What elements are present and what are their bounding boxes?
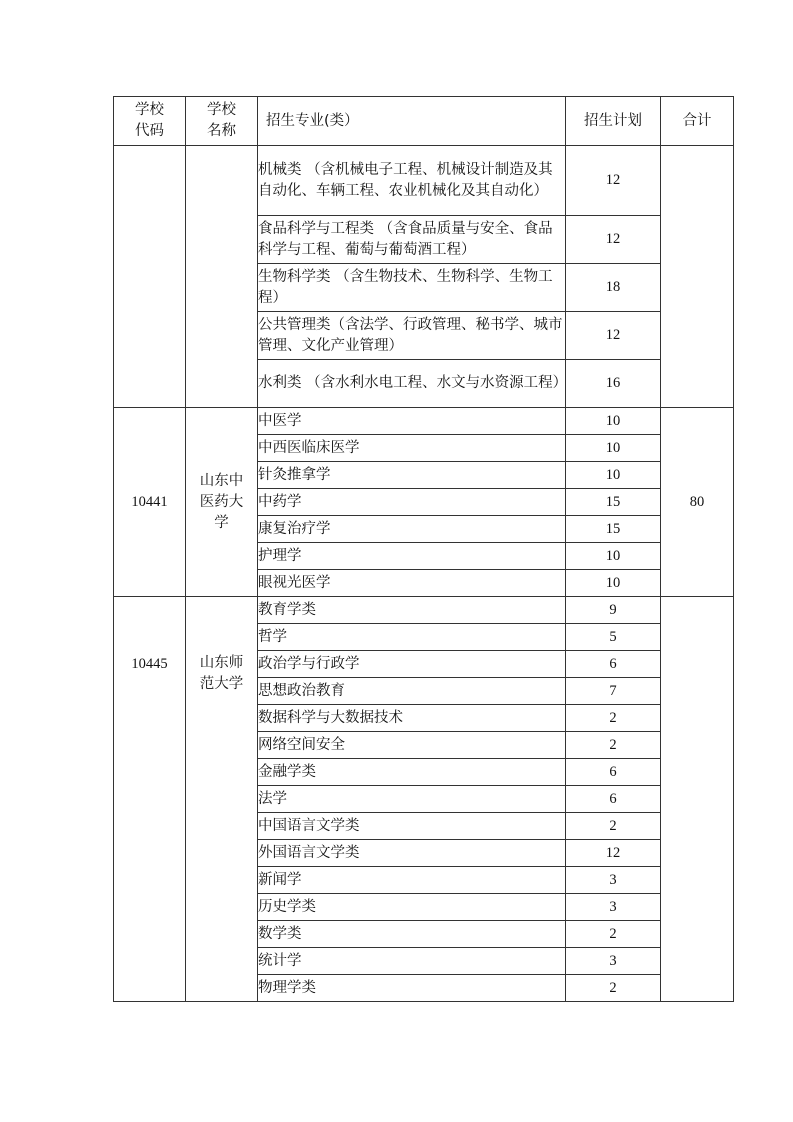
plan-cell: 2 [566,921,661,948]
header-row [114,97,734,146]
major-cell: 哲学 [258,624,566,651]
plan-cell: 9 [566,597,661,624]
major-cell: 政治学与行政学 [258,651,566,678]
total-cell [661,597,734,1002]
plan-cell: 10 [566,408,661,435]
major-cell: 法学 [258,786,566,813]
major-cell: 新闻学 [258,867,566,894]
major-cell: 机械类 （含机械电子工程、机械设计制造及其自动化、车辆工程、农业机械化及其自动化） [258,146,566,216]
major-cell: 眼视光医学 [258,570,566,597]
total-cell: 80 [661,408,734,597]
plan-cell: 15 [566,516,661,543]
total-cell [661,146,734,408]
enrollment-plan-table [113,96,734,1002]
major-cell: 思想政治教育 [258,678,566,705]
plan-cell: 15 [566,489,661,516]
header-major: 招生专业(类） [258,97,566,146]
table-row [114,408,734,435]
major-cell: 护理学 [258,543,566,570]
major-cell: 历史学类 [258,894,566,921]
school-name-cell: 山东中 医药大 学 [186,408,258,597]
school-code-cell: 10441 [114,408,186,597]
table-row [114,146,734,216]
plan-cell: 2 [566,732,661,759]
plan-cell: 5 [566,624,661,651]
major-cell: 公共管理类（含法学、行政管理、秘书学、城市管理、文化产业管理） [258,312,566,360]
major-cell: 数学类 [258,921,566,948]
plan-cell: 12 [566,840,661,867]
plan-cell: 2 [566,813,661,840]
plan-cell: 12 [566,312,661,360]
plan-cell: 6 [566,651,661,678]
major-cell: 统计学 [258,948,566,975]
major-cell: 生物科学类 （含生物技术、生物科学、生物工程） [258,264,566,312]
plan-cell: 12 [566,146,661,216]
plan-cell: 7 [566,678,661,705]
header-school-code: 学校 代码 [114,97,186,146]
major-cell: 食品科学与工程类 （含食品质量与安全、食品科学与工程、葡萄与葡萄酒工程） [258,216,566,264]
plan-cell: 2 [566,975,661,1002]
school-code-cell: 10445 [114,597,186,1002]
major-cell: 康复治疗学 [258,516,566,543]
school-name-cell [186,146,258,408]
plan-cell: 3 [566,894,661,921]
plan-cell: 10 [566,543,661,570]
plan-cell: 6 [566,759,661,786]
plan-cell: 10 [566,462,661,489]
major-cell: 数据科学与大数据技术 [258,705,566,732]
plan-cell: 16 [566,360,661,408]
major-cell: 中医学 [258,408,566,435]
table-row [114,597,734,624]
school-code-cell [114,146,186,408]
header-plan: 招生计划 [566,97,661,146]
header-school-name: 学校 名称 [186,97,258,146]
header-total: 合计 [661,97,734,146]
plan-cell: 18 [566,264,661,312]
major-cell: 金融学类 [258,759,566,786]
major-cell: 物理学类 [258,975,566,1002]
plan-cell: 2 [566,705,661,732]
plan-cell: 10 [566,435,661,462]
major-cell: 中药学 [258,489,566,516]
plan-cell: 3 [566,867,661,894]
major-cell: 外国语言文学类 [258,840,566,867]
plan-cell: 12 [566,216,661,264]
major-cell: 教育学类 [258,597,566,624]
major-cell: 中国语言文学类 [258,813,566,840]
plan-cell: 6 [566,786,661,813]
major-cell: 针灸推拿学 [258,462,566,489]
major-cell: 水利类 （含水利水电工程、水文与水资源工程） [258,360,566,408]
plan-cell: 10 [566,570,661,597]
school-name-cell: 山东师 范大学 [186,597,258,1002]
major-cell: 网络空间安全 [258,732,566,759]
plan-cell: 3 [566,948,661,975]
major-cell: 中西医临床医学 [258,435,566,462]
